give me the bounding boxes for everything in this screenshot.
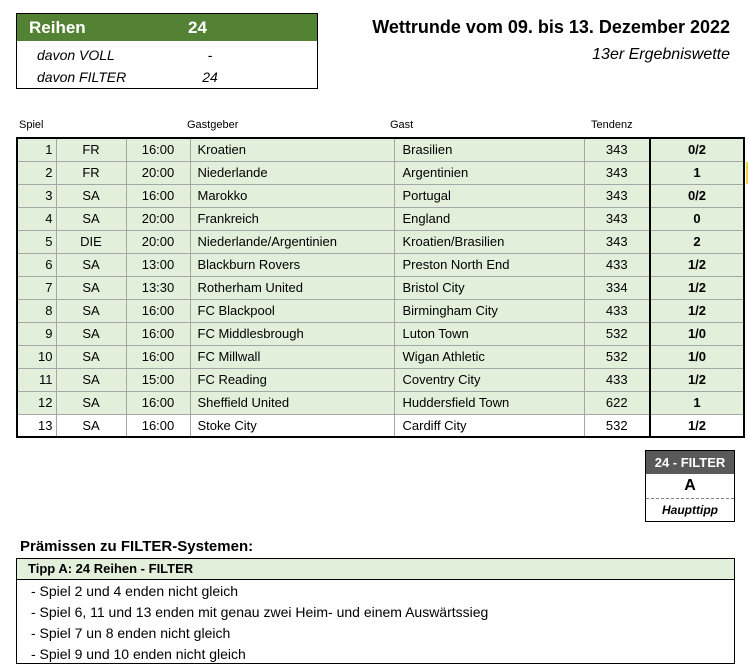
table-row (17, 207, 744, 230)
match-number: 4 (17, 207, 56, 230)
match-time: 16:00 (126, 322, 190, 345)
match-away-team: Birmingham City (394, 299, 584, 322)
table-row (17, 345, 744, 368)
rows-filter-value: 24 (202, 69, 218, 85)
table-row (17, 161, 744, 184)
match-time: 16:00 (126, 391, 190, 414)
match-number: 9 (17, 322, 56, 345)
rows-summary-header (17, 14, 317, 41)
premise-item: - Spiel 7 un 8 enden nicht gleich (31, 625, 231, 641)
match-tendency: 532 (584, 322, 650, 345)
match-tip: 1/2 (650, 253, 744, 276)
match-number: 8 (17, 299, 56, 322)
match-away-team: Brasilien (394, 138, 584, 161)
column-header-game: Spiel (19, 119, 44, 131)
match-day: SA (56, 414, 126, 437)
premise-item: - Spiel 9 und 10 enden nicht gleich (31, 646, 246, 662)
table-row (17, 230, 744, 253)
match-day: SA (56, 345, 126, 368)
match-away-team: Kroatien/Brasilien (394, 230, 584, 253)
match-tendency: 532 (584, 414, 650, 437)
match-number: 6 (17, 253, 56, 276)
match-tip: 1/2 (650, 276, 744, 299)
match-day: SA (56, 184, 126, 207)
match-tendency: 433 (584, 299, 650, 322)
match-time: 13:30 (126, 276, 190, 299)
column-header-tendency: Tendenz (591, 119, 633, 131)
match-number: 7 (17, 276, 56, 299)
match-day: SA (56, 368, 126, 391)
match-tip: 1/2 (650, 414, 744, 437)
filter-box-header: 24 - FILTER (646, 451, 734, 474)
column-header-away: Gast (390, 119, 414, 131)
match-home-team: Rotherham United (190, 276, 394, 299)
page-subtitle: 13er Ergebniswette (592, 46, 730, 63)
match-time: 16:00 (126, 138, 190, 161)
match-away-team: Portugal (394, 184, 584, 207)
match-tendency: 532 (584, 345, 650, 368)
match-away-team: England (394, 207, 584, 230)
match-time: 20:00 (126, 207, 190, 230)
match-home-team: FC Middlesbrough (190, 322, 394, 345)
match-home-team: Frankreich (190, 207, 394, 230)
match-number: 3 (17, 184, 56, 207)
match-day: SA (56, 391, 126, 414)
match-tip: 1/0 (650, 345, 744, 368)
match-number: 1 (17, 138, 56, 161)
table-row (17, 138, 744, 161)
match-tendency: 334 (584, 276, 650, 299)
match-home-team: FC Reading (190, 368, 394, 391)
match-number: 2 (17, 161, 56, 184)
rows-label: Reihen (29, 18, 86, 37)
table-row (17, 276, 744, 299)
match-day: SA (56, 276, 126, 299)
table-row (17, 322, 744, 345)
column-header-home: Gastgeber (187, 119, 239, 131)
match-number: 10 (17, 345, 56, 368)
match-tendency: 343 (584, 161, 650, 184)
match-number: 5 (17, 230, 56, 253)
rows-full-value: - (207, 47, 213, 63)
match-home-team: Niederlande/Argentinien (190, 230, 394, 253)
match-home-team: Blackburn Rovers (190, 253, 394, 276)
match-tendency: 343 (584, 230, 650, 253)
premises-title: Prämissen zu FILTER-Systemen: (20, 538, 254, 555)
match-away-team: Luton Town (394, 322, 584, 345)
table-row (17, 368, 744, 391)
match-day: SA (56, 322, 126, 345)
match-home-team: FC Blackpool (190, 299, 394, 322)
match-time: 16:00 (126, 299, 190, 322)
match-tip: 0/2 (650, 138, 744, 161)
match-time: 16:00 (126, 345, 190, 368)
match-day: SA (56, 253, 126, 276)
match-tendency: 343 (584, 184, 650, 207)
match-tip: 1 (650, 161, 744, 184)
match-home-team: Sheffield United (190, 391, 394, 414)
match-away-team: Coventry City (394, 368, 584, 391)
match-tip: 0/2 (650, 184, 744, 207)
match-time: 20:00 (126, 230, 190, 253)
rows-full-label: davon VOLL (37, 47, 115, 63)
match-away-team: Bristol City (394, 276, 584, 299)
match-home-team: Stoke City (190, 414, 394, 437)
match-home-team: FC Millwall (190, 345, 394, 368)
rows-filter-row (17, 66, 317, 88)
match-tendency: 622 (584, 391, 650, 414)
match-away-team: Huddersfield Town (394, 391, 584, 414)
table-row (17, 391, 744, 414)
premises-box (16, 558, 735, 664)
rows-summary-box (16, 13, 318, 89)
premise-item: - Spiel 2 und 4 enden nicht gleich (31, 583, 239, 599)
match-tip: 1/2 (650, 299, 744, 322)
match-number: 13 (17, 414, 56, 437)
match-away-team: Preston North End (394, 253, 584, 276)
premise-item: - Spiel 6, 11 und 13 enden mit genau zwei Heim- und einem Auswärtssieg (31, 604, 489, 620)
match-home-team: Niederlande (190, 161, 394, 184)
match-time: 15:00 (126, 368, 190, 391)
match-home-team: Marokko (190, 184, 394, 207)
match-away-team: Argentinien (394, 161, 584, 184)
match-day: SA (56, 299, 126, 322)
match-day: SA (56, 207, 126, 230)
rows-filter-label: davon FILTER (37, 69, 127, 85)
match-tip: 1 (650, 391, 744, 414)
match-day: FR (56, 161, 126, 184)
match-tip: 1/0 (650, 322, 744, 345)
filter-box (645, 450, 735, 522)
filter-box-footer: Haupttipp (662, 503, 718, 517)
match-time: 16:00 (126, 184, 190, 207)
match-time: 16:00 (126, 414, 190, 437)
match-time: 13:00 (126, 253, 190, 276)
table-row (17, 414, 744, 437)
match-away-team: Wigan Athletic (394, 345, 584, 368)
match-number: 12 (17, 391, 56, 414)
table-row (17, 299, 744, 322)
match-away-team: Cardiff City (394, 414, 584, 437)
match-tendency: 343 (584, 207, 650, 230)
match-tip: 0 (650, 207, 744, 230)
match-number: 11 (17, 368, 56, 391)
match-day: DIE (56, 230, 126, 253)
table-row (17, 184, 744, 207)
match-tendency: 433 (584, 368, 650, 391)
filter-box-letter: A (646, 474, 734, 499)
match-tendency: 343 (584, 138, 650, 161)
table-row (17, 253, 744, 276)
match-home-team: Kroatien (190, 138, 394, 161)
premises-box-header: Tipp A: 24 Reihen - FILTER (17, 559, 734, 580)
match-tip: 2 (650, 230, 744, 253)
match-table (16, 137, 745, 438)
page-title: Wettrunde vom 09. bis 13. Dezember 2022 (372, 17, 730, 37)
match-time: 20:00 (126, 161, 190, 184)
match-tendency: 433 (584, 253, 650, 276)
match-day: FR (56, 138, 126, 161)
rows-full-row (17, 44, 317, 66)
match-tip: 1/2 (650, 368, 744, 391)
rows-value: 24 (188, 18, 207, 37)
